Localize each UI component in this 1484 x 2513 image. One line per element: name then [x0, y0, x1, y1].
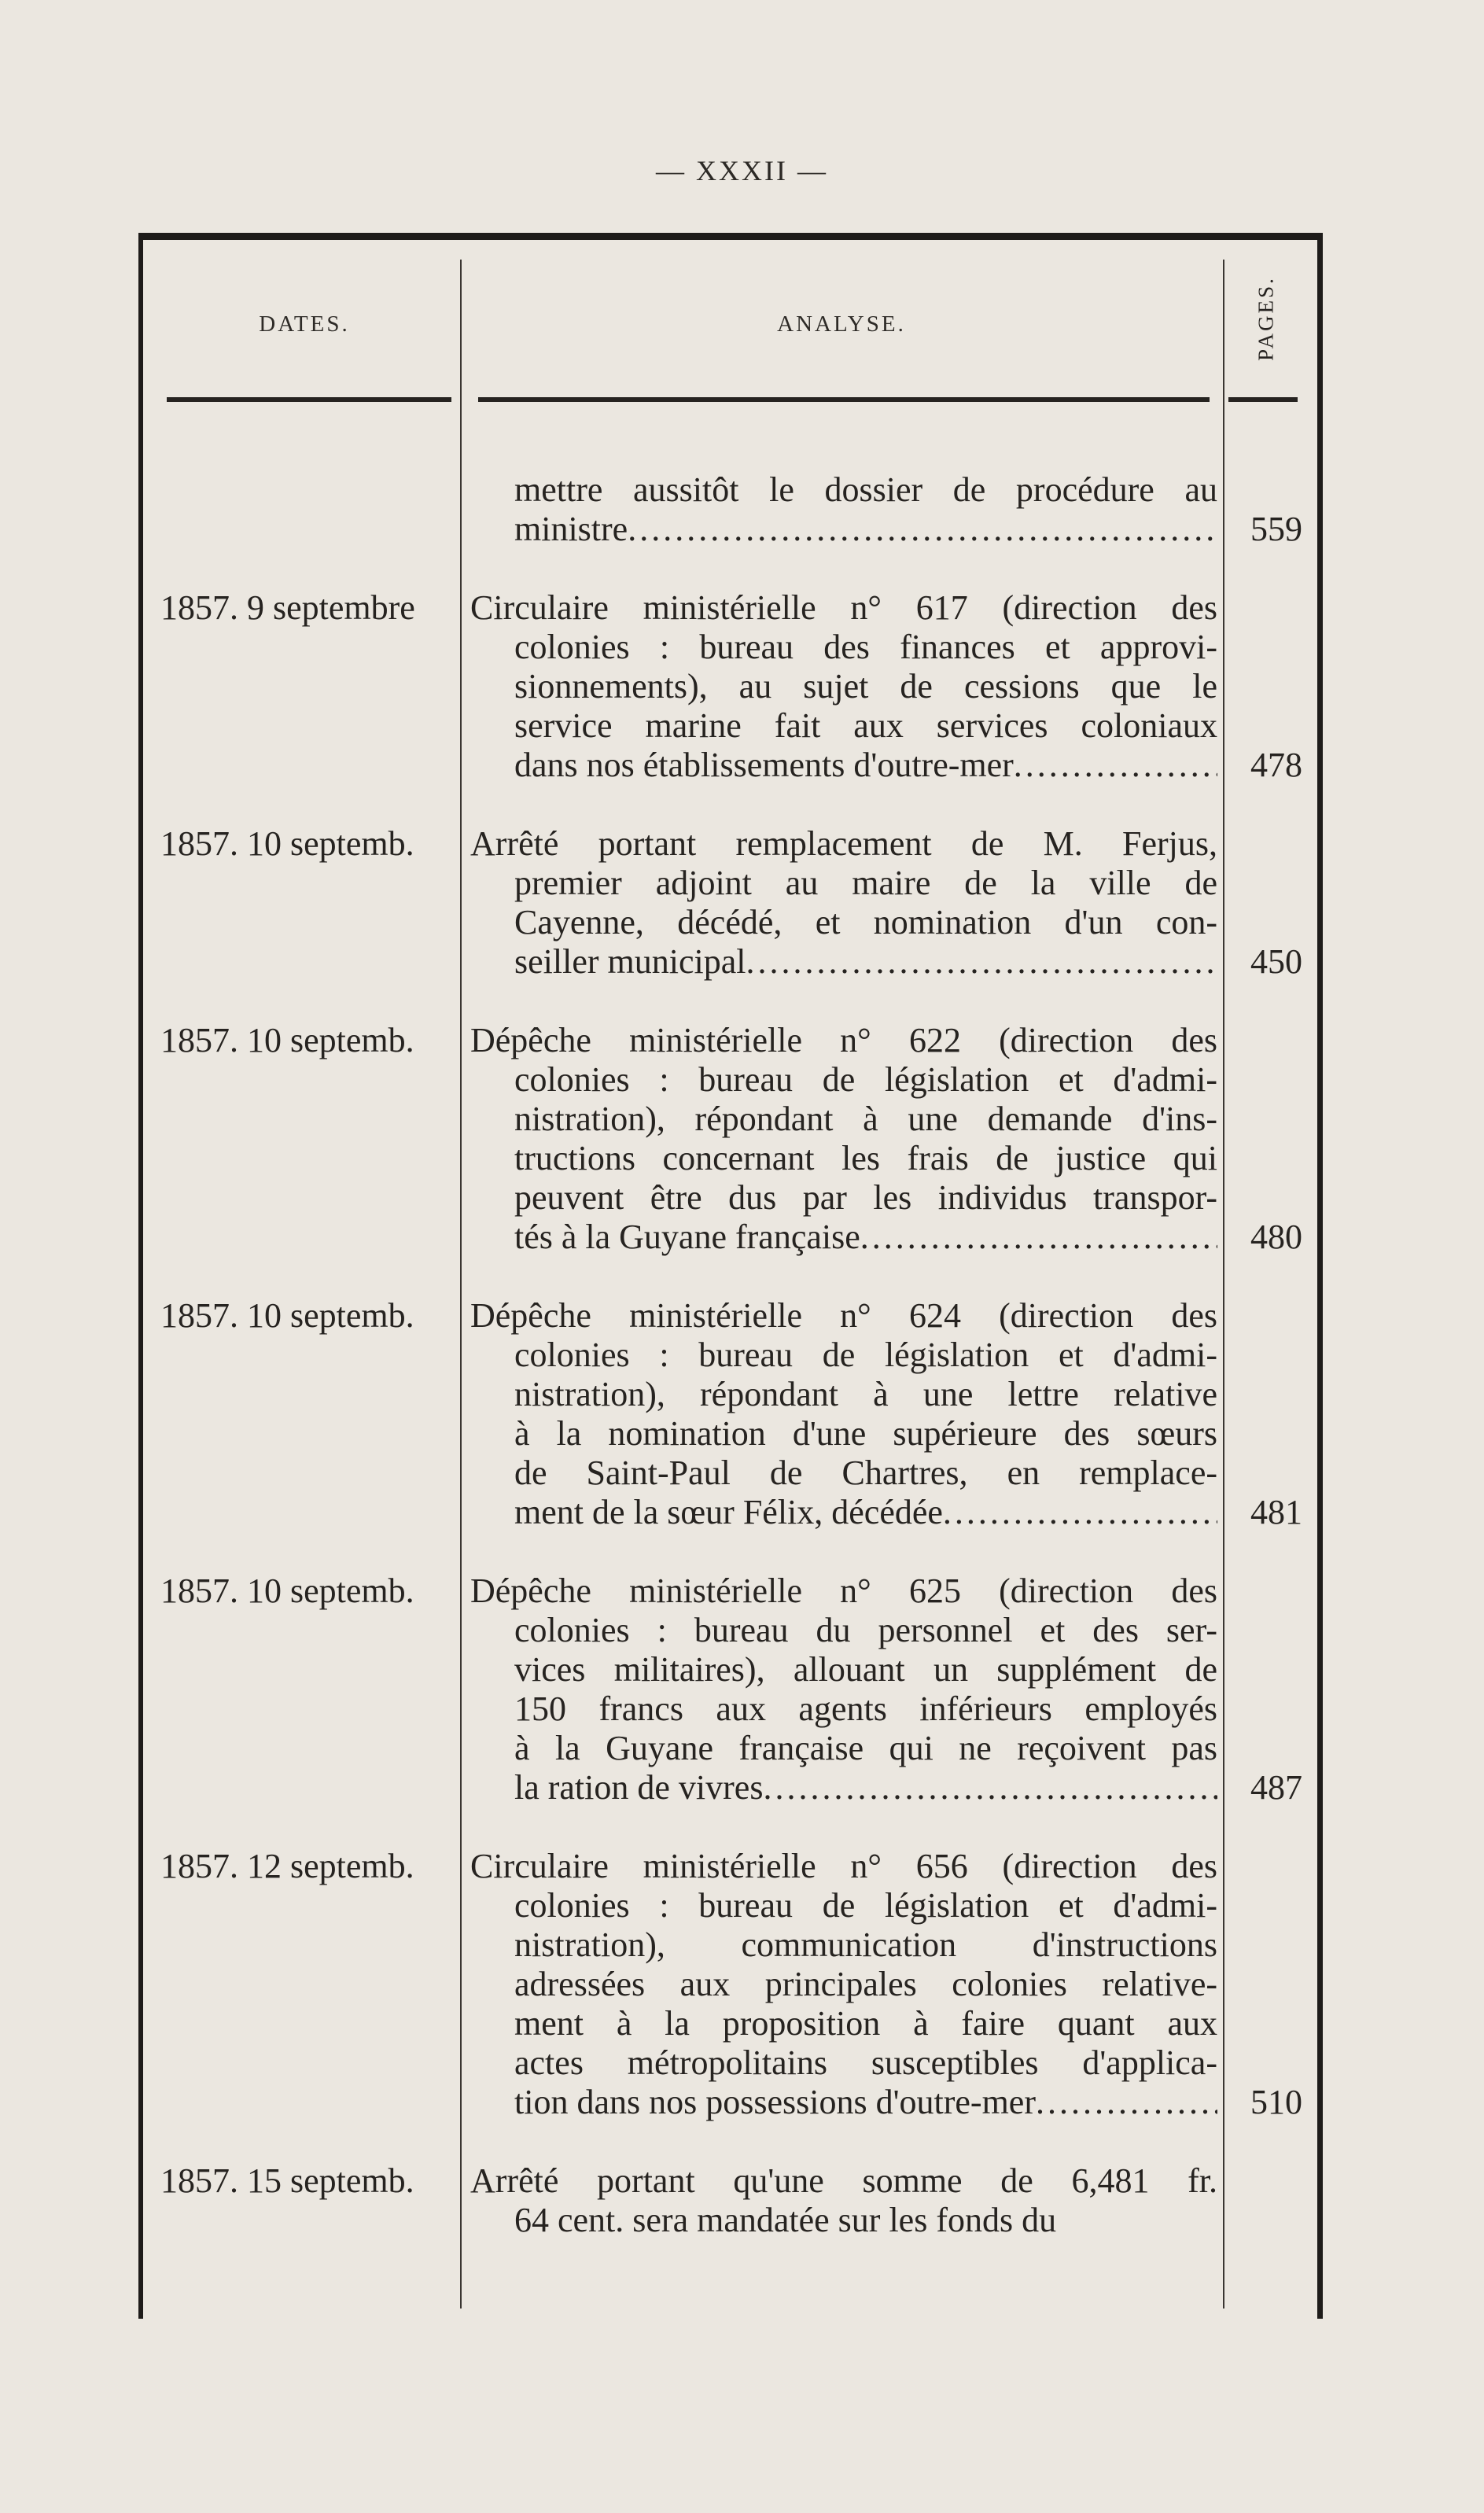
- entry-date: 1857. 15 septemb.: [160, 2161, 414, 2200]
- entry-page-number: 559: [1250, 510, 1302, 548]
- table-row: [149, 1296, 1305, 1532]
- entry-analysis: [462, 588, 1217, 785]
- analysis-line-text: tés à la Guyane française: [514, 1218, 860, 1256]
- analysis-line: colonies : bureau de législation et d'admi-: [514, 1886, 1217, 1925]
- entry-page-cell: [1217, 1572, 1304, 1807]
- table-row: [149, 470, 1305, 549]
- table-row: [149, 2161, 1305, 2240]
- analysis-line: 64 cent. sera mandatée sur les fonds du: [514, 2201, 1057, 2239]
- table-row: [149, 1572, 1305, 1807]
- table-row: [149, 1847, 1305, 2122]
- entry-analysis: [462, 824, 1217, 982]
- analysis-line: actes métropolitains susceptibles d'applica-: [514, 2043, 1217, 2082]
- analysis-line: [470, 1768, 1217, 1807]
- analysis-line: 150 francs aux agents inférieurs employés: [514, 1689, 1217, 1728]
- analysis-line: à la nomination d'une supérieure des sœurs: [514, 1414, 1217, 1453]
- leader-dots: [628, 510, 1217, 549]
- entry-analysis: [462, 1847, 1217, 2122]
- analysis-line: Circulaire ministérielle n° 617 (direction des: [470, 588, 1217, 627]
- analysis-line: ment à la proposition à faire quant aux: [514, 2004, 1217, 2043]
- entry-page-cell: [1217, 1021, 1304, 1257]
- column-header-dates: DATES.: [259, 311, 350, 337]
- entry-analysis: [462, 1021, 1217, 1257]
- analysis-line-text: ment de la sœur Félix, décédée: [514, 1493, 943, 1531]
- entry-date: 1857. 10 septemb.: [160, 824, 414, 863]
- entry-date: 1857. 9 septembre: [160, 588, 415, 627]
- table-row: [149, 1021, 1305, 1257]
- entry-page-number: 481: [1250, 1493, 1302, 1531]
- analysis-line: [470, 2083, 1217, 2122]
- analysis-line: Circulaire ministérielle n° 656 (direction des: [470, 1847, 1217, 1885]
- analysis-line-text: la ration de vivres: [514, 1768, 764, 1807]
- analysis-line: de Saint-Paul de Chartres, en remplace-: [514, 1454, 1217, 1492]
- analysis-line: mettre aussitôt le dossier de procédure au: [514, 470, 1217, 509]
- entry-page-cell: [1217, 824, 1304, 982]
- analysis-line: Cayenne, décédé, et nomination d'un con-: [514, 903, 1217, 941]
- analysis-line: colonies : bureau des finances et approvi-: [514, 628, 1217, 666]
- analysis-line: colonies : bureau de législation et d'admi-: [514, 1336, 1217, 1374]
- analysis-line: [470, 1493, 1217, 1532]
- analysis-line: nistration), communication d'instructions: [514, 1925, 1217, 1964]
- entry-page-number: 480: [1250, 1218, 1302, 1256]
- entry-date: 1857. 10 septemb.: [160, 1572, 414, 1610]
- analysis-line: Arrêté portant qu'une somme de 6,481 fr.: [470, 2161, 1217, 2200]
- entry-page-number: 450: [1250, 942, 1302, 981]
- column-header-pages: [1243, 260, 1290, 378]
- analysis-line-text: seiller municipal: [514, 942, 746, 981]
- entry-analysis: [462, 1572, 1217, 1807]
- analysis-line: Dépêche ministérielle n° 622 (direction des: [470, 1021, 1217, 1059]
- analysis-line: sionnements), au sujet de cessions que le: [514, 667, 1217, 706]
- analysis-line: colonies : bureau de législation et d'admi-: [514, 1060, 1217, 1099]
- analysis-line: [470, 1218, 1217, 1257]
- entries-table-body: [149, 470, 1305, 2279]
- entry-page-number: 487: [1250, 1768, 1302, 1807]
- leader-dots: [1014, 746, 1217, 785]
- analysis-line: [470, 746, 1217, 785]
- header-rule-analyse: [478, 397, 1210, 402]
- leader-dots: [1036, 2083, 1217, 2122]
- analysis-line: Arrêté portant remplacement de M. Ferjus,: [470, 824, 1217, 863]
- analysis-line: nistration), répondant à une demande d'ins-: [514, 1100, 1217, 1138]
- analysis-line: Dépêche ministérielle n° 624 (direction des: [470, 1296, 1217, 1335]
- analysis-line: à la Guyane française qui ne reçoivent pas: [514, 1729, 1217, 1767]
- analysis-line: vices militaires), allouant un supplément de: [514, 1650, 1217, 1689]
- column-header-pages-label: PAGES.: [1254, 276, 1278, 361]
- analysis-line: adressées aux principales colonies relative-: [514, 1965, 1217, 2003]
- entry-page-cell: [1217, 470, 1304, 549]
- header-rule-pages: [1228, 397, 1298, 402]
- leader-dots: [943, 1493, 1217, 1532]
- analysis-line-text: ministre: [514, 510, 628, 548]
- entry-page-number: 478: [1250, 746, 1302, 784]
- table-row: [149, 588, 1305, 785]
- analysis-line: peuvent être dus par les individus transpor-: [514, 1178, 1217, 1217]
- analysis-line: tructions concernant les frais de justice qui: [514, 1139, 1217, 1177]
- analysis-line: service marine fait aux services coloniaux: [514, 706, 1217, 745]
- entry-page-cell: [1217, 1847, 1304, 2122]
- entry-analysis: [462, 1296, 1217, 1532]
- analysis-line: colonies : bureau du personnel et des ser-: [514, 1611, 1217, 1649]
- entry-analysis: [462, 2161, 1217, 2240]
- page-header: — XXXII —: [656, 155, 828, 186]
- leader-dots: [763, 1768, 1217, 1807]
- entry-date: [149, 470, 462, 549]
- entry-analysis: [462, 470, 1217, 549]
- analysis-line: [470, 510, 1217, 549]
- analysis-line: premier adjoint au maire de la ville de: [514, 864, 1217, 902]
- leader-dots: [746, 942, 1217, 982]
- analysis-line: [470, 942, 1217, 982]
- analysis-line-text: tion dans nos possessions d'outre-mer: [514, 2083, 1036, 2121]
- entry-date: 1857. 10 septemb.: [160, 1021, 414, 1059]
- header-rule-dates: [167, 397, 451, 402]
- entry-date: 1857. 12 septemb.: [160, 1847, 414, 1885]
- entry-page-cell: [1217, 2161, 1304, 2240]
- entry-date: 1857. 10 septemb.: [160, 1296, 414, 1335]
- analysis-line: Dépêche ministérielle n° 625 (direction des: [470, 1572, 1217, 1610]
- analysis-line: nistration), répondant à une lettre relative: [514, 1375, 1217, 1413]
- leader-dots: [860, 1218, 1217, 1257]
- table-row: [149, 824, 1305, 982]
- analysis-line-text: dans nos établissements d'outre-mer: [514, 746, 1014, 784]
- entry-page-cell: [1217, 588, 1304, 785]
- column-header-analyse: ANALYSE.: [777, 311, 906, 337]
- entry-page-cell: [1217, 1296, 1304, 1532]
- entry-page-number: 510: [1250, 2083, 1302, 2121]
